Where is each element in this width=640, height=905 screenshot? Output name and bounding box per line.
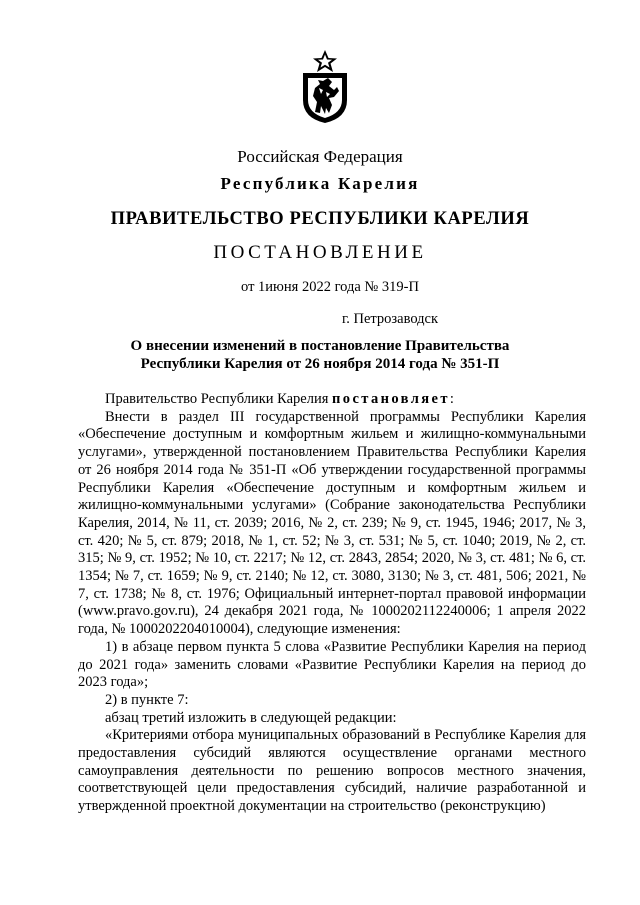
preamble-end: : (449, 391, 454, 407)
subject-line-2: Республики Карелия от 26 ноября 2014 года № 351-П (140, 355, 500, 372)
karelia-coat-of-arms (296, 50, 354, 124)
preamble-decree-word: постановляет (332, 391, 450, 407)
document-type: ПОСТАНОВЛЕНИЕ (213, 242, 427, 263)
document-city: г. Петрозаводск (341, 311, 439, 327)
preamble-paragraph (78, 391, 586, 409)
item-2-paragraph: 2) в пункте 7: (105, 691, 189, 708)
preamble-start: Правительство Республики Карелия (105, 391, 333, 407)
emblem-star-icon (313, 50, 337, 72)
republic-name: Республика Карелия (220, 174, 420, 193)
document-date-number: от 1июня 2022 года № 319-П (241, 279, 419, 295)
document-subject (0, 338, 640, 373)
item-1-paragraph: 1) в абзаце первом пункта 5 слова «Развитие Республики Карелия на период до 2021 года» заменить словами «Развитие Республики Карелия на период до 2023 года»; (78, 638, 586, 691)
subject-line-1: О внесении изменений в постановление Правительства (130, 338, 510, 354)
quote-paragraph: «Критериями отбора муниципальных образований в Республике Карелия для предоставления субсидий являются осуществление органами местного самоуправления деятельности по решению вопросов местного значения, соответствующей цели предоставления субсидий, наличие разработанной и утвержденной проектной документации на строительство (реконструкцию) (78, 727, 586, 815)
government-title: ПРАВИТЕЛЬСТВО РЕСПУБЛИКИ КАРЕЛИЯ (110, 209, 530, 229)
item-2-sub-paragraph: абзац третий изложить в следующей редакции: (105, 709, 397, 726)
country-name: Российская Федерация (237, 147, 403, 166)
intro-paragraph: Внести в раздел III государственной программы Республики Карелия «Обеспечение доступным и комфортным жильем и жилищно-коммунальными услугами», утвержденной постановлением Правительства Республики Карелия от 26 ноября 2014 года № 351-П «Об утверждении государственной программы Республики Карелия «Обеспечение доступным и комфортным жильем и жилищно-коммунальными услугами» (Собрание законодательства Республики Карелия, 2014, № 11, ст. 2039; 2016, № 2, ст. 239; № 9, ст. 1945, 1946; 2017, № 3, ст. 420; № 5, ст. 879; 2018, № 1, ст. 52; № 3, ст. 531; № 5, ст. 1040; 2019, № 2, ст. 315; № 9, ст. 1952; № 10, ст. 2217; № 12, ст. 2843, 2854; 2020, № 3, ст. 481; № 6, ст. 1354; № 7, ст. 1659; № 9, ст. 2140; № 12, ст. 3080, 3130; № 3, ст. 481, 506; 2021, № 7, ст. 1738; № 8, ст. 1976; Официальный интернет-портал правовой информации (www.pravo.gov.ru), 24 декабря 2021 года, № 1000202112240006; 1 апреля 2022 года, № 1000202204010004), следующие изменения: (78, 408, 586, 638)
document-body (78, 391, 586, 816)
emblem-shield-icon (303, 73, 347, 123)
